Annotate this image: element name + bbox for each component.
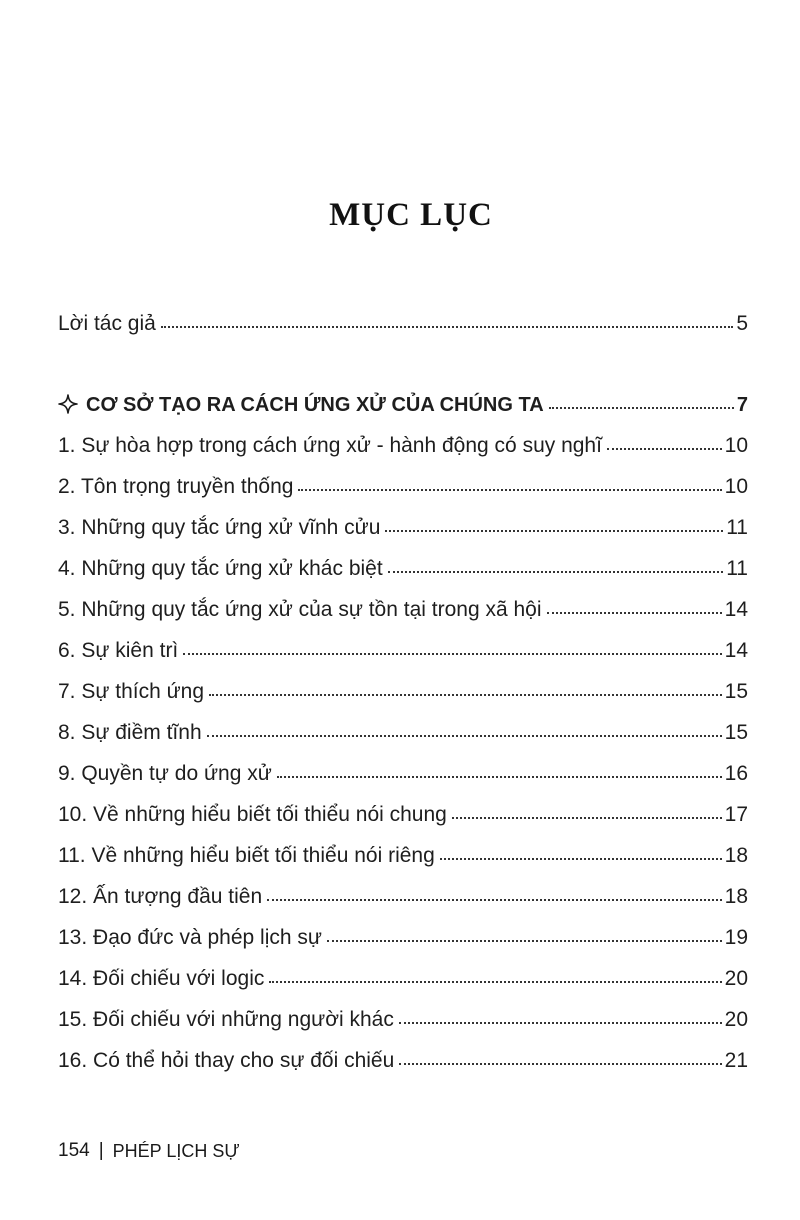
toc-entry xyxy=(58,877,748,917)
toc-entry-label: CƠ SỞ TẠO RA CÁCH ỨNG XỬ CỦA CHÚNG TA xyxy=(86,394,544,416)
toc-entry xyxy=(58,590,748,630)
toc-entry xyxy=(58,713,748,753)
toc-entry-page: 17 xyxy=(724,803,748,826)
toc-entry-label: 15. Đối chiếu với những người khác xyxy=(58,1008,394,1031)
toc-entry-page: 7 xyxy=(736,394,748,416)
dot-leader xyxy=(298,488,721,491)
toc-entry-page: 14 xyxy=(724,639,748,662)
toc-entry-page: 15 xyxy=(724,680,748,703)
toc-entry-label: 16. Có thể hỏi thay cho sự đối chiếu xyxy=(58,1049,395,1072)
toc-entry-label: 9. Quyền tự do ứng xử xyxy=(58,762,272,785)
toc-entry-label: Lời tác giả xyxy=(58,312,156,335)
dot-leader xyxy=(269,980,721,983)
dot-leader xyxy=(183,652,721,655)
dot-leader xyxy=(207,734,722,737)
toc-entry-page: 14 xyxy=(724,598,748,621)
toc-entry xyxy=(58,959,748,999)
toc-entry xyxy=(58,508,748,548)
toc-entry-author-note xyxy=(58,304,748,344)
dot-leader xyxy=(440,857,722,860)
page-title: MỤC LỤC xyxy=(329,197,493,233)
toc-entry-page: 19 xyxy=(724,926,748,949)
toc-entry-page: 16 xyxy=(724,762,748,785)
toc-entry-label: 12. Ấn tượng đầu tiên xyxy=(58,885,263,908)
toc-entry xyxy=(58,426,748,466)
toc-entry-label: 14. Đối chiếu với logic xyxy=(58,967,265,990)
footer-page-number: 154 xyxy=(58,1140,90,1161)
toc-entry-label: 11. Về những hiểu biết tối thiểu nói riêng xyxy=(58,844,435,867)
toc-entry-page: 20 xyxy=(724,967,748,990)
toc-entry-page: 5 xyxy=(736,312,748,335)
toc-entry xyxy=(58,549,748,589)
toc-entry-page: 10 xyxy=(724,475,748,498)
dot-leader xyxy=(607,447,722,450)
sparkle-icon xyxy=(58,394,78,414)
dot-leader xyxy=(399,1021,722,1024)
dot-leader xyxy=(161,325,733,328)
toc-entry xyxy=(58,754,748,794)
toc-entry-label: 6. Sự kiên trì xyxy=(58,639,179,662)
toc-entry-label: 4. Những quy tắc ứng xử khác biệt xyxy=(58,557,383,580)
dot-leader xyxy=(388,570,724,573)
toc-entry-label: 7. Sự thích ứng xyxy=(58,680,205,703)
dot-leader xyxy=(277,775,722,778)
toc-entry-page: 11 xyxy=(726,516,748,539)
toc-entry-label: 10. Về những hiểu biết tối thiểu nói chung xyxy=(58,803,447,826)
dot-leader xyxy=(399,1062,721,1065)
toc-entry-label: 13. Đạo đức và phép lịch sự xyxy=(58,926,322,949)
toc-entry xyxy=(58,918,748,958)
toc-entry-page: 21 xyxy=(724,1049,748,1072)
toc-entry xyxy=(58,836,748,876)
footer-book-title: PHÉP LỊCH SỰ xyxy=(112,1140,240,1161)
toc-entry xyxy=(58,1041,748,1081)
toc-entry xyxy=(58,1000,748,1040)
dot-leader xyxy=(385,529,723,532)
toc-entry-page: 20 xyxy=(724,1008,748,1031)
toc-entry-label: 5. Những quy tắc ứng xử của sự tồn tại trong xã hội xyxy=(58,598,542,621)
footer-separator: | xyxy=(98,1140,104,1161)
toc-entry-label: 2. Tôn trọng truyền thống xyxy=(58,475,294,498)
toc-entry xyxy=(58,467,748,507)
toc-entry xyxy=(58,631,748,671)
toc-entry-label: 8. Sự điềm tĩnh xyxy=(58,721,202,744)
toc-entry-page: 15 xyxy=(724,721,748,744)
toc-entry-page: 11 xyxy=(726,557,748,580)
dot-leader xyxy=(209,693,722,696)
dot-leader xyxy=(452,816,722,819)
dot-leader xyxy=(547,611,722,614)
toc-entry xyxy=(58,672,748,712)
toc-entry-page: 10 xyxy=(724,434,748,457)
toc-entry-label: 3. Những quy tắc ứng xử vĩnh cửu xyxy=(58,516,381,539)
dot-leader xyxy=(327,939,722,942)
toc-entry-page: 18 xyxy=(724,844,748,867)
dot-leader xyxy=(549,406,734,409)
toc-section-heading xyxy=(58,385,748,425)
page-footer xyxy=(58,1140,240,1162)
toc-entry-page: 18 xyxy=(724,885,748,908)
toc-entry-label: 1. Sự hòa hợp trong cách ứng xử - hành động có suy nghĩ xyxy=(58,434,602,457)
toc-entry xyxy=(58,795,748,835)
dot-leader xyxy=(267,898,722,901)
